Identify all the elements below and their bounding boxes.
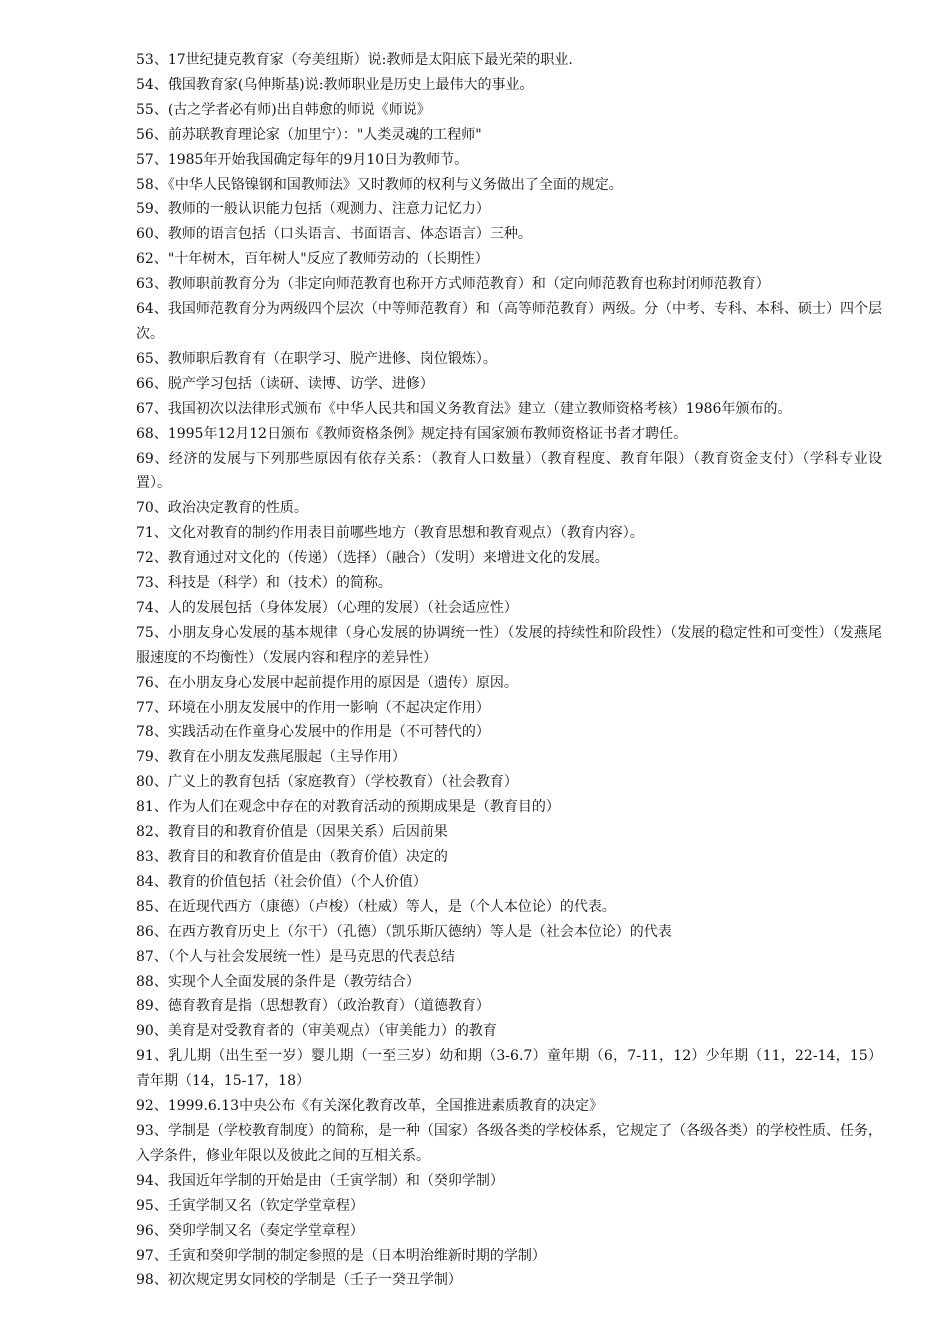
list-item: 62、"十年树木，百年树人"反应了教师劳动的（长期性） <box>136 251 489 268</box>
list-item: 83、教育目的和教育价值是由（教育价值）决定的 <box>136 849 448 865</box>
list-item: 86、在西方教育历史上（尔干）（孔德）（凯乐斯仄德纳）等人是（社会本位论）的代表 <box>136 923 672 940</box>
list-item: 87、（个人与社会发展统一性）是马克思的代表总结 <box>136 948 455 965</box>
list-item: 54、俄国教育家(乌伸斯基)说:教师职业是历史上最伟大的事业。 <box>136 76 534 93</box>
list-item: 81、作为人们在观念中存在的对教育活动的预期成果是（教育目的） <box>136 799 560 816</box>
list-item: 78、实践活动在作童身心发展中的作用是（不可替代的） <box>136 724 490 741</box>
list-item: 97、壬寅和癸卯学制的制定参照的是（日本明治维新时期的学制） <box>136 1247 546 1264</box>
list-item: 91、乳儿期（出生至一岁）婴儿期（一至三岁）幼和期（3-6.7）童年期（6，7-11，12）少年期（11，22-14，15）青年期（14，15-17，18） <box>136 1048 882 1090</box>
list-item: 73、科技是（科学）和（技术）的简称。 <box>136 575 392 592</box>
list-item: 59、教师的一般认识能力包括（观测力、注意力记忆力） <box>136 201 490 218</box>
list-item: 80、广义上的教育包括（家庭教育）（学校教育）（社会教育） <box>136 774 518 791</box>
list-item: 82、教育目的和教育价值是（因果关系）后因前果 <box>136 824 448 841</box>
list-item: 55、(古之学者必有师)出自韩愈的师说《师说》 <box>136 101 431 118</box>
list-item: 92、1999.6.13中央公布《有关深化教育改革，全国推进素质教育的决定》 <box>136 1098 604 1115</box>
list-item: 89、德育教育是指（思想教育）（政治教育）（道德教育） <box>136 998 490 1015</box>
list-item: 53、17世纪捷克教育家（夸美纽斯）说:教师是太阳底下最光荣的职业. <box>136 52 573 68</box>
list-item: 79、教育在小朋友发燕尾服起（主导作用） <box>136 749 406 766</box>
list-item: 68、1995年12月12日颁布《教师资格条例》规定持有国家颁布教师资格证书者才聘任。 <box>136 425 688 442</box>
list-item: 67、我国初次以法律形式颁布《中华人民共和国义务教育法》建立（建立教师资格考核）1986年颁布的。 <box>136 400 792 417</box>
list-item: 60、教师的语言包括（口头语言、书面语言、体态语言）三种。 <box>136 226 532 243</box>
list-item: 98、初次规定男女同校的学制是（壬子一癸丑学制） <box>136 1272 462 1289</box>
list-item: 74、人的发展包括（身体发展）（心理的发展）（社会适应性） <box>136 599 518 616</box>
list-item: 71、文化对教育的制约作用表目前哪些地方（教育思想和教育观点）（教育内容）。 <box>136 525 644 542</box>
list-item: 56、前苏联教育理论家（加里宁）："人类灵魂的工程师" <box>136 126 482 143</box>
list-item: 94、我国近年学制的开始是由（壬寅学制）和（癸卯学制） <box>136 1172 504 1189</box>
document-page <box>136 48 882 1293</box>
list-item: 70、政治决定教育的性质。 <box>136 500 308 517</box>
list-item: 88、实现个人全面发展的条件是（教劳结合） <box>136 973 420 990</box>
list-item: 58、《中华人民铬镍钢和国教师法》又时教师的权利与义务做出了全面的规定。 <box>136 176 623 193</box>
list-item: 66、脱产学习包括（读研、读博、访学、进修） <box>136 375 434 392</box>
list-item: 57、1985年开始我国确定每年的9月10日为教师节。 <box>136 151 469 168</box>
list-item: 95、壬寅学制又名（钦定学堂章程） <box>136 1197 364 1214</box>
list-item: 96、癸卯学制又名（奏定学堂章程） <box>136 1222 364 1239</box>
list-item: 90、美育是对受教育者的（审美观点）（审美能力）的教育 <box>136 1023 497 1040</box>
list-item: 77、环境在小朋友发展中的作用一影响（不起决定作用） <box>136 699 490 716</box>
list-item: 75、小朋友身心发展的基本规律（身心发展的协调统一性）（发展的持续性和阶段性）（发展的稳定性和可变性）（发燕尾服速度的不均衡性）（发展内容和程序的差异性） <box>136 624 882 666</box>
list-item: 85、在近现代西方（康德）（卢梭）（杜威）等人，是（个人本位论）的代表。 <box>136 898 616 915</box>
list-item: 69、经济的发展与下列那些原因有依存关系：（教育人口数量）（教育程度、教育年限）（教育资金支付）（学科专业设置）。 <box>136 450 882 492</box>
list-item: 65、教师职后教育有（在职学习、脱产进修、岗位锻炼）。 <box>136 350 497 367</box>
list-item: 64、我国师范教育分为两级四个层次（中等师范教育）和（高等师范教育）两级。分（中考、专科、本科、硕士）四个层次。 <box>136 301 882 342</box>
list-item: 93、学制是（学校教育制度）的简称，是一种（国家）各级各类的学校体系，它规定了（各级各类）的学校性质、任务，入学条件，修业年限以及彼此之间的互相关系。 <box>136 1122 882 1164</box>
list-item: 63、教师职前教育分为（非定向师范教育也称开方式师范教育）和（定向师范教育也称封闭师范教育） <box>136 276 770 293</box>
list-item: 76、在小朋友身心发展中起前提作用的原因是（遗传）原因。 <box>136 674 518 691</box>
list-item: 84、教育的价值包括（社会价值）（个人价值） <box>136 873 427 890</box>
list-item: 72、教育通过对文化的（传递）（选择）（融合）（发明）来增进文化的发展。 <box>136 550 609 567</box>
